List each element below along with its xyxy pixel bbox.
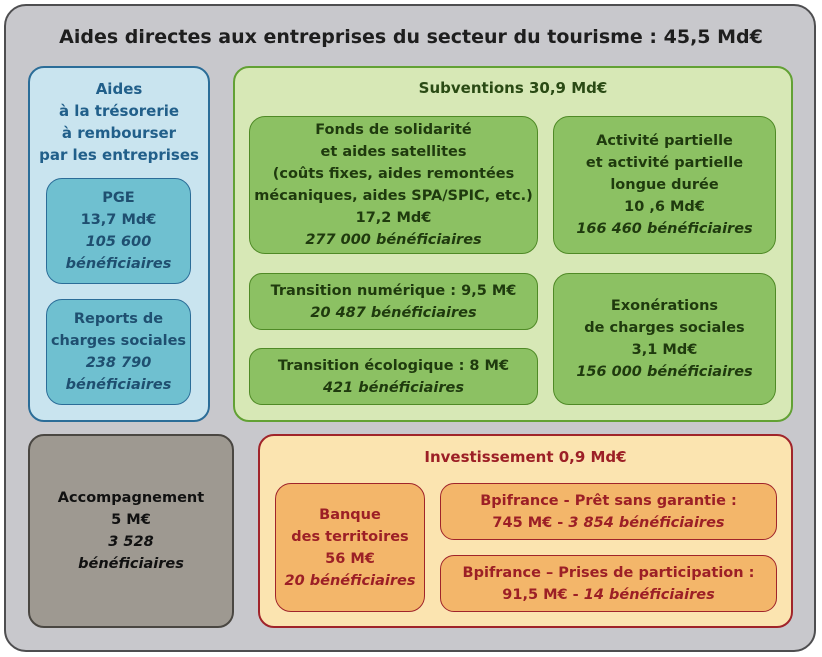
ecologique-beneficiaries: 421 bénéficiaires	[322, 379, 465, 396]
pge-beneficiaries-label: bénéficiaires	[65, 256, 172, 272]
pret-beneficiaries: 3 854 bénéficiaires	[568, 514, 725, 531]
activite-name-line1: Activité partielle	[596, 133, 733, 149]
accompagnement-beneficiaries-label: bénéficiaires	[78, 556, 184, 572]
pge-box	[46, 178, 191, 284]
reports-beneficiaries-count: 238 790	[85, 355, 152, 371]
prises-participation-box	[440, 555, 777, 612]
prises-amount: 91,5 M€ -	[502, 586, 584, 603]
numerique-name: Transition numérique : 9,5 M€	[270, 282, 517, 299]
pret-sans-garantie-box	[440, 483, 777, 540]
activite-name-line2: et activité partielle	[585, 155, 744, 171]
transition-numerique-box	[249, 273, 538, 330]
tresorerie-heading: Aides à la trésorerie à rembourser par les entreprises	[39, 80, 199, 164]
investissement-heading: Investissement 0,9 Md€	[424, 448, 627, 466]
fonds-name-line4: mécaniques, aides SPA/SPIC, etc.)	[254, 188, 533, 204]
accompagnement-name: Accompagnement	[57, 490, 205, 506]
banque-name-line2: des territoires	[291, 528, 409, 545]
exonerations-name-line1: Exonérations	[610, 298, 719, 314]
activite-partielle-box	[553, 116, 776, 254]
fonds-beneficiaries: 277 000 bénéficiaires	[305, 232, 482, 248]
banque-territoires-box	[275, 483, 425, 612]
exonerations-box	[553, 273, 776, 405]
pge-name: PGE	[102, 190, 135, 206]
reports-beneficiaries-label: bénéficiaires	[65, 377, 172, 393]
ecologique-name: Transition écologique : 8 M€	[277, 357, 510, 374]
activite-beneficiaries: 166 460 bénéficiaires	[576, 221, 753, 237]
fonds-name-line3: (coûts fixes, aides remontées	[272, 166, 515, 182]
banque-beneficiaries: 20 bénéficiaires	[284, 572, 416, 589]
prises-beneficiaries: 14 bénéficiaires	[583, 586, 715, 603]
pge-amount: 13,7 Md€	[80, 212, 157, 228]
fonds-amount: 17,2 Md€	[355, 210, 432, 226]
pret-amount: 745 M€ -	[492, 514, 569, 531]
exonerations-amount: 3,1 Md€	[631, 342, 698, 358]
fonds-solidarite-box	[249, 116, 538, 254]
banque-amount: 56 M€	[325, 550, 375, 567]
fonds-name-line1: Fonds de solidarité	[315, 122, 472, 138]
banque-name-line1: Banque	[319, 506, 381, 523]
diagram-title: Aides directes aux entreprises du secteur du tourisme : 45,5 Md€	[59, 26, 763, 48]
reports-name-line1: Reports de	[73, 311, 164, 327]
fonds-name-line2: et aides satellites	[320, 144, 467, 160]
numerique-beneficiaries: 20 487 bénéficiaires	[310, 304, 477, 321]
prises-name: Bpifrance – Prises de participation :	[462, 564, 755, 581]
pret-name: Bpifrance - Prêt sans garantie :	[480, 492, 737, 509]
pge-beneficiaries-count: 105 600	[85, 234, 152, 250]
accompagnement-amount: 5 M€	[111, 512, 151, 528]
transition-ecologique-box	[249, 348, 538, 405]
activite-amount: 10 ,6 Md€	[624, 199, 705, 215]
exonerations-name-line2: de charges sociales	[584, 320, 745, 336]
subventions-heading: Subventions 30,9 Md€	[418, 79, 608, 97]
reports-box	[46, 299, 191, 405]
reports-name-line2: charges sociales	[50, 333, 187, 349]
accompagnement-box	[28, 434, 234, 628]
exonerations-beneficiaries: 156 000 bénéficiaires	[576, 364, 753, 380]
activite-name-line3: longue durée	[610, 177, 719, 193]
accompagnement-beneficiaries-count: 3 528	[108, 534, 154, 550]
